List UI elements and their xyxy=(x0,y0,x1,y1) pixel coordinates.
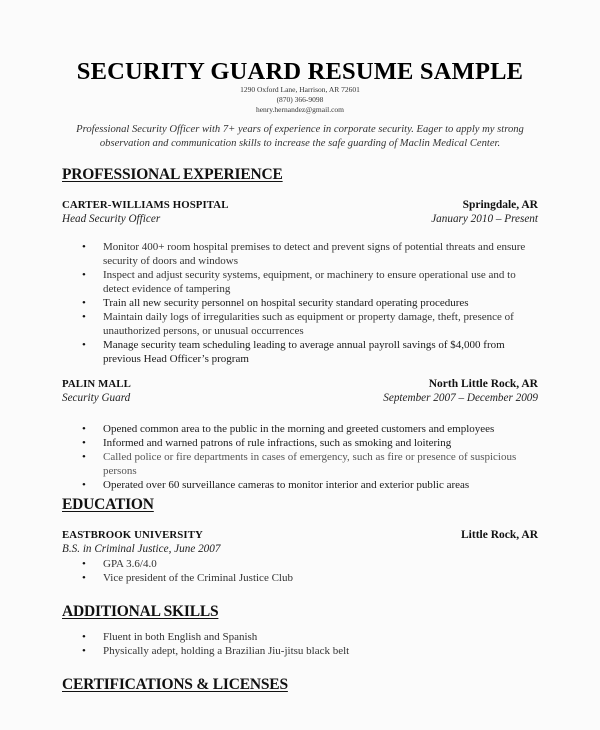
job-organization: CARTER-WILLIAMS HOSPITAL xyxy=(62,199,229,211)
section-heading-certifications: CERTIFICATIONS & LICENSES xyxy=(62,676,288,693)
job-bullets-1 xyxy=(82,240,542,366)
education-location: Little Rock, AR xyxy=(461,529,538,541)
job-dates: January 2010 – Present xyxy=(431,213,538,225)
job-dates: September 2007 – December 2009 xyxy=(383,392,538,404)
job-header-2 xyxy=(62,378,538,390)
resume-title: SECURITY GUARD RESUME SAMPLE xyxy=(76,58,524,85)
list-item: • Inspect and adjust security systems, equipment, or machinery to ensure operational use and to detect evidence of tampering xyxy=(82,268,542,296)
list-item: • Operated over 60 surveillance cameras to monitor interior and exterior public areas xyxy=(82,478,542,492)
education-bullets xyxy=(82,557,542,585)
job-bullets-2 xyxy=(82,422,542,492)
list-item: • Informed and warned patrons of rule infractions, such as smoking and loitering xyxy=(82,436,542,450)
list-item: • Train all new security personnel on hospital security standard operating procedures xyxy=(82,296,542,310)
section-heading-skills: ADDITIONAL SKILLS xyxy=(62,603,219,620)
list-item: • Maintain daily logs of irregularities such as equipment or property damage, theft, presence of unauthorized persons, or unusual occurrences xyxy=(82,310,542,338)
contact-phone: (870) 366-9098 xyxy=(276,95,324,104)
contact-block xyxy=(0,85,600,115)
job-role: Security Guard xyxy=(62,392,131,404)
list-item: • Opened common area to the public in the morning and greeted customers and employees xyxy=(82,422,542,436)
education-degree: B.S. in Criminal Justice, June 2007 xyxy=(62,543,221,555)
job-header-1 xyxy=(62,199,538,211)
list-item: • Manage security team scheduling leading to average annual payroll savings of $4,000 from previous Head Officer’s program xyxy=(82,338,542,366)
list-item: • Fluent in both English and Spanish xyxy=(82,630,542,644)
contact-address: 1290 Oxford Lane, Harrison, AR 72601 xyxy=(240,85,360,94)
job-location: Springdale, AR xyxy=(462,199,538,211)
job-subheader-1 xyxy=(62,213,538,225)
list-item: • Called police or fire departments in cases of emergency, such as fire or presence of suspicious persons xyxy=(82,450,542,478)
section-heading-education: EDUCATION xyxy=(62,496,154,513)
education-school: EASTBROOK UNIVERSITY xyxy=(62,529,203,541)
job-subheader-2 xyxy=(62,392,538,404)
job-location: North Little Rock, AR xyxy=(428,378,538,390)
list-item: • Monitor 400+ room hospital premises to detect and prevent signs of potential threats and ensure security of doors and windows xyxy=(82,240,542,268)
list-item: • Vice president of the Criminal Justice Club xyxy=(82,571,542,585)
contact-email: henry.hernandez@gmail.com xyxy=(255,105,345,114)
job-organization: PALIN MALL xyxy=(62,378,131,390)
education-subheader xyxy=(62,543,538,555)
list-item: • Physically adept, holding a Brazilian Jiu-jitsu black belt xyxy=(82,644,542,658)
skills-bullets xyxy=(82,630,542,658)
professional-summary: Professional Security Officer with 7+ years of experience in corporate security. Eager to apply my strong observation and communication skills to increase the safe guarding of Maclin Medical Center. xyxy=(76,124,524,149)
list-item: • GPA 3.6/4.0 xyxy=(82,557,542,571)
job-role: Head Security Officer xyxy=(62,213,161,225)
section-heading-experience: PROFESSIONAL EXPERIENCE xyxy=(62,166,283,183)
education-header xyxy=(62,529,538,541)
